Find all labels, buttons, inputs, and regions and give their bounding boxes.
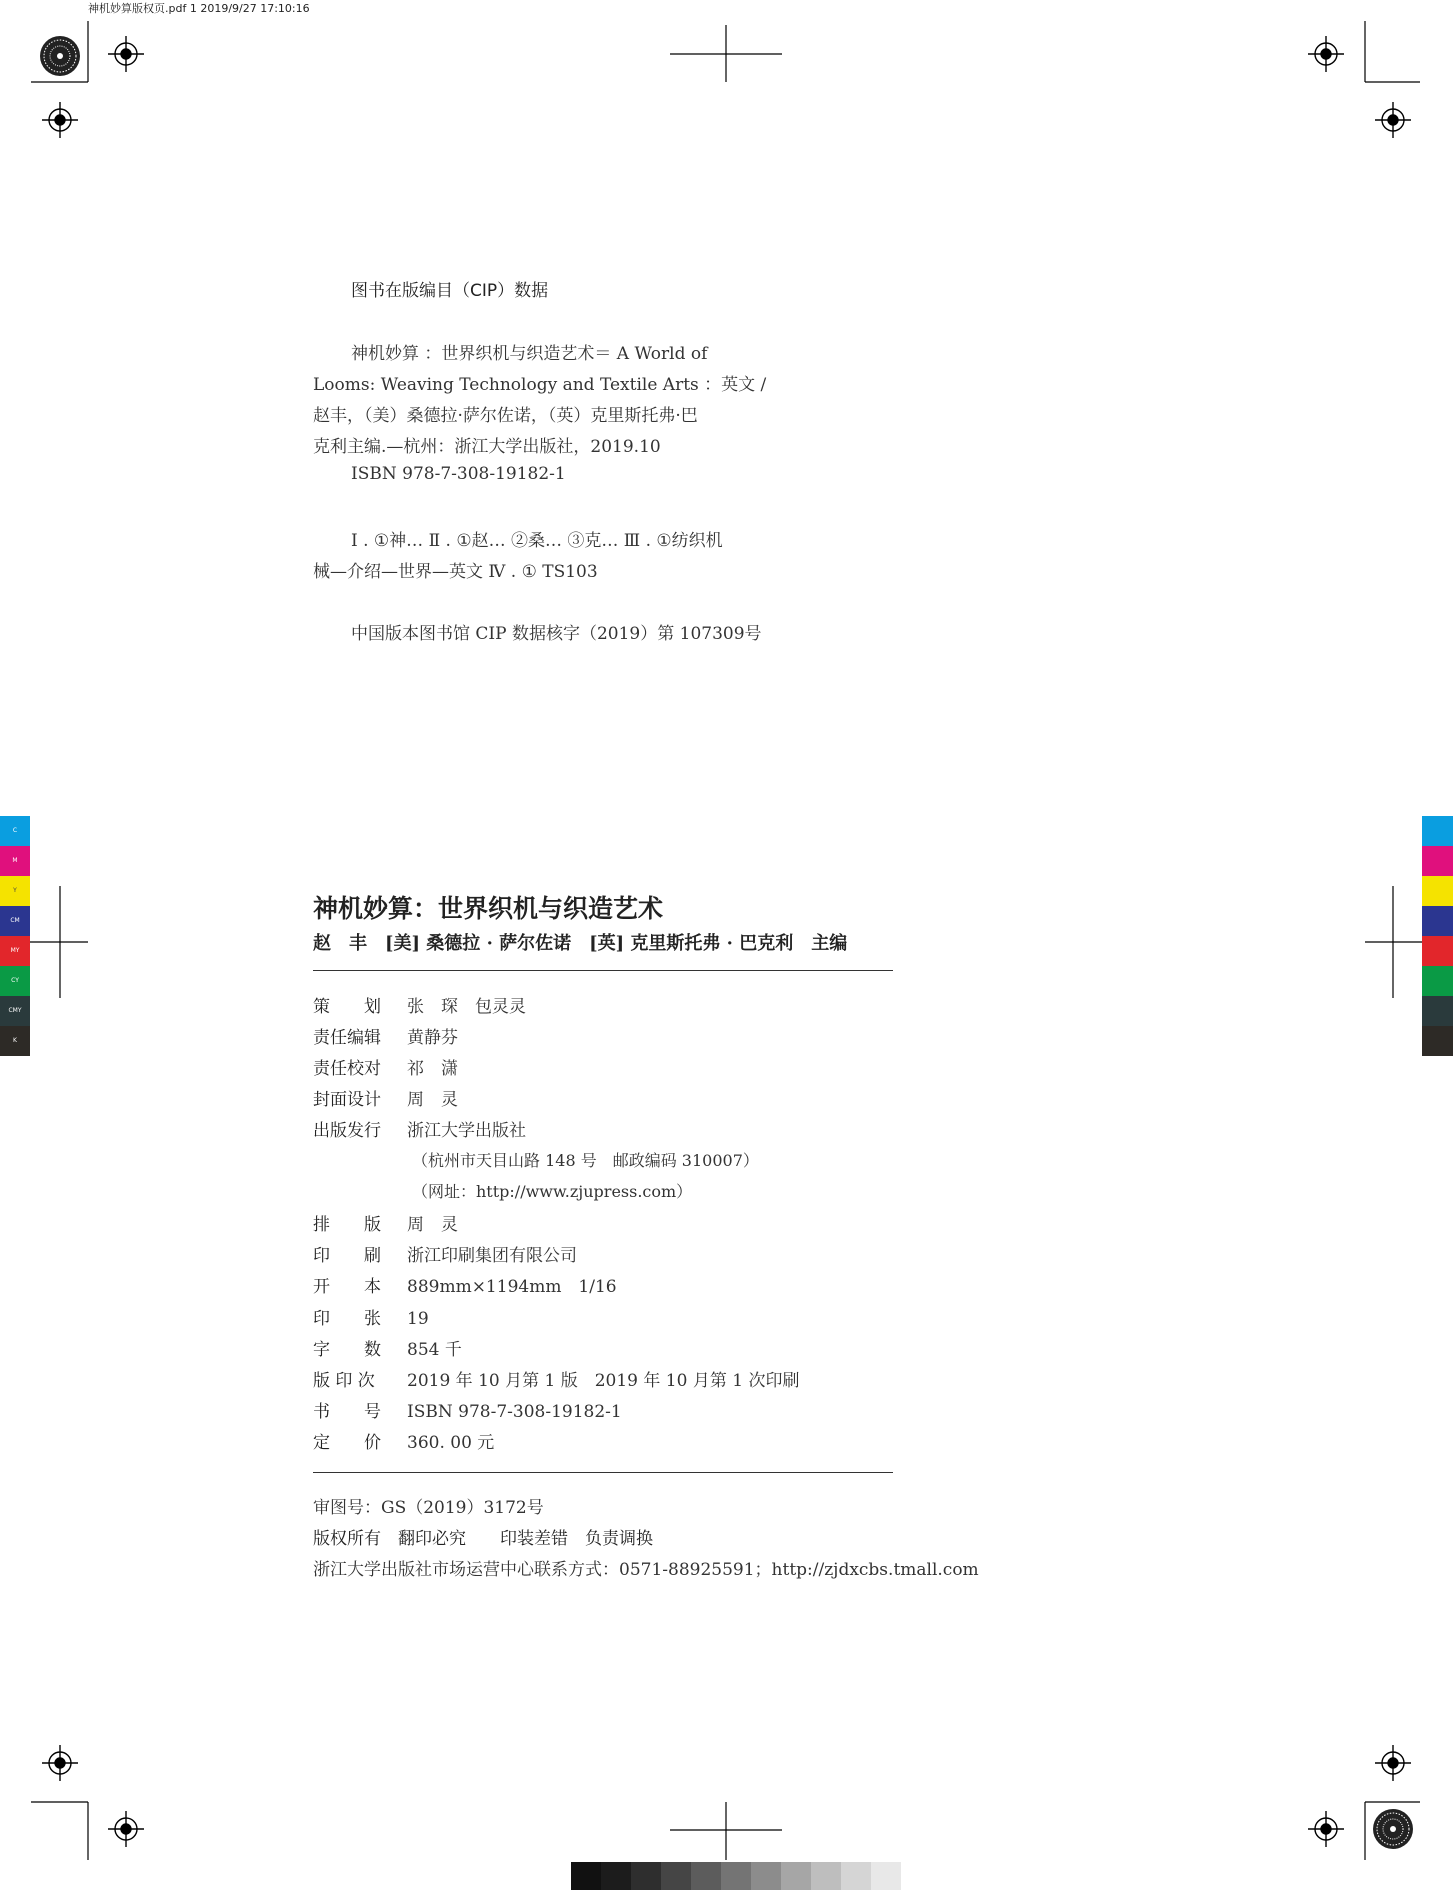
color-swatch	[1422, 876, 1453, 906]
gray-swatch	[691, 1862, 721, 1890]
row-label: 责任校对	[313, 1059, 381, 1079]
cip-line: 神机妙算 ：世界织机与织造艺术＝ A World of	[351, 344, 708, 364]
row-label: 排 版	[313, 1215, 381, 1235]
row-value: 浙江大学出版社	[407, 1121, 526, 1141]
colophon-row	[313, 1397, 622, 1423]
divider	[313, 970, 893, 971]
color-swatch	[1422, 936, 1453, 966]
row-value: ISBN 978-7-308-19182-1	[407, 1402, 622, 1422]
row-label: 出版发行	[313, 1121, 381, 1141]
colophon-row	[313, 1116, 526, 1142]
row-label: 印 张	[313, 1309, 381, 1329]
colophon-row	[313, 1272, 617, 1298]
row-label: 责任编辑	[313, 1028, 381, 1048]
row-label: 印 刷	[313, 1246, 381, 1266]
divider	[313, 1472, 893, 1473]
gray-swatch	[841, 1862, 871, 1890]
cip-line: 克利主编.—杭州：浙江大学出版社，2019.10	[313, 437, 661, 457]
gray-swatch	[601, 1862, 631, 1890]
color-swatch: M	[0, 846, 30, 876]
colophon-row	[313, 1335, 462, 1361]
color-swatch	[1422, 846, 1453, 876]
color-swatch: K	[0, 1026, 30, 1056]
cip-record-number: 中国版本图书馆 CIP 数据核字（2019）第 107309号	[351, 624, 762, 644]
row-value: 周 灵	[407, 1215, 458, 1235]
row-value: 854 千	[407, 1340, 462, 1360]
gray-swatch	[571, 1862, 601, 1890]
cip-classification: 械—介绍—世界—英文 Ⅳ . ① TS103	[313, 562, 598, 582]
row-value: 张 琛 包灵灵	[407, 997, 526, 1017]
gray-swatch	[781, 1862, 811, 1890]
color-swatch	[1422, 1026, 1453, 1056]
colophon-row	[313, 992, 526, 1018]
colophon-row	[313, 1304, 429, 1330]
row-label: 开 本	[313, 1277, 381, 1297]
publisher-address: （杭州市天目山路 148 号 邮政编码 310007）	[412, 1151, 759, 1170]
color-swatch	[1422, 906, 1453, 936]
book-title: 神机妙算：世界织机与织造艺术	[313, 894, 664, 923]
gray-step-bar	[571, 1862, 901, 1890]
editors-line: 赵 丰 [美] 桑德拉 · 萨尔佐诺 [英] 克里斯托弗 · 巴克利 主编	[313, 933, 848, 954]
row-value: 889mm×1194mm 1/16	[407, 1277, 617, 1297]
gray-swatch	[811, 1862, 841, 1890]
row-value: 黄静芬	[407, 1028, 458, 1048]
contact-info: 浙江大学出版社市场运营中心联系方式：0571-88925591；http://zjdxcbs.tmall.com	[313, 1560, 979, 1580]
row-label: 书 号	[313, 1402, 381, 1422]
cip-isbn: ISBN 978-7-308-19182-1	[351, 464, 566, 484]
cip-classification: Ⅰ . ①神… Ⅱ . ①赵… ②桑… ③克… Ⅲ . ①纺织机	[351, 531, 723, 551]
gray-swatch	[661, 1862, 691, 1890]
rights-statement: 版权所有 翻印必究 印装差错 负责调换	[313, 1529, 653, 1549]
map-approval-number: 审图号：GS（2019）3172号	[313, 1498, 544, 1518]
row-label: 定 价	[313, 1433, 381, 1453]
row-value: 360. 00 元	[407, 1433, 495, 1453]
color-bar-right	[1422, 816, 1453, 1056]
color-swatch: C	[0, 816, 30, 846]
row-value: 周 灵	[407, 1090, 458, 1110]
colophon-row	[313, 1366, 799, 1392]
colophon-row	[313, 1428, 494, 1454]
publisher-website: （网址：http://www.zjupress.com）	[412, 1182, 693, 1201]
gray-swatch	[631, 1862, 661, 1890]
colophon-row	[313, 1023, 458, 1049]
cip-line: 赵丰，（美）桑德拉·萨尔佐诺，（英）克里斯托弗·巴	[313, 406, 698, 426]
row-label: 策 划	[313, 997, 381, 1017]
color-swatch: CMY	[0, 996, 30, 1026]
color-swatch: CY	[0, 966, 30, 996]
colophon-row	[313, 1085, 458, 1111]
color-swatch: CM	[0, 906, 30, 936]
gray-swatch	[751, 1862, 781, 1890]
color-swatch: MY	[0, 936, 30, 966]
row-label: 字 数	[313, 1340, 381, 1360]
cip-title: 图书在版编目（CIP）数据	[351, 281, 549, 301]
color-swatch	[1422, 996, 1453, 1026]
row-label: 版 印 次	[313, 1371, 375, 1391]
row-label: 封面设计	[313, 1090, 381, 1110]
color-bar-left	[0, 816, 30, 1056]
row-value: 浙江印刷集团有限公司	[407, 1246, 577, 1266]
color-swatch: Y	[0, 876, 30, 906]
cip-line: Looms: Weaving Technology and Textile Arts ：英文 /	[313, 375, 767, 395]
gray-swatch	[871, 1862, 901, 1890]
gray-swatch	[721, 1862, 751, 1890]
color-swatch	[1422, 816, 1453, 846]
row-value: 2019 年 10 月第 1 版 2019 年 10 月第 1 次印刷	[407, 1371, 800, 1391]
color-swatch	[1422, 966, 1453, 996]
row-value: 祁 潇	[407, 1059, 458, 1079]
colophon-row	[313, 1241, 577, 1267]
row-value: 19	[407, 1309, 429, 1329]
colophon-row	[313, 1054, 458, 1080]
print-header: 神机妙算版权页.pdf 1 2019/9/27 17:10:16	[88, 2, 310, 15]
colophon-row	[313, 1210, 458, 1236]
